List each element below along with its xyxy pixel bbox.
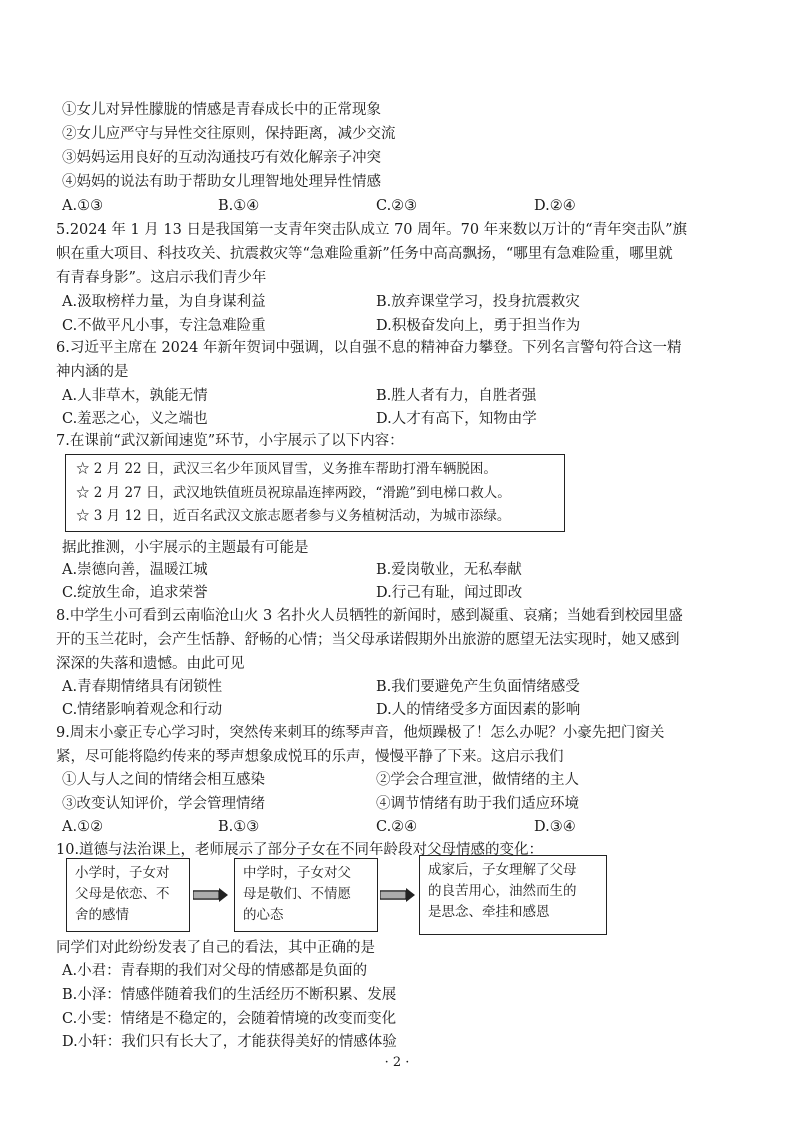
q7-stem: 7.在课前“武汉新闻速览”环节，小宇展示了以下内容： [56,433,404,449]
q9-stem-line-2: 紧，尽可能将隐约传来的琴声想象成悦耳的乐声，慢慢平静了下来。这启示我们 [56,749,564,765]
q6-stem-line-2: 神内涵的是 [56,364,129,380]
q5-choice-d: D.积极奋发向上，勇于担当作为 [376,318,581,334]
q10-choice-a: A.小君：青春期的我们对父母的情感都是负面的 [62,963,368,979]
q7-choice-d: D.行己有耻，闻过即改 [376,585,523,601]
q7-news-item-2: ☆ 2 月 27 日，武汉地铁值班员祝琼晶连摔两跤，“滑跪”到电梯口救人。 [76,485,511,501]
q7-news-item-3: ☆ 3 月 12 日，近百名武汉文旅志愿者参与义务植树活动，为城市添绿。 [76,508,511,524]
q5-choice-c: C.不做平凡小事，专注急难险重 [62,318,266,334]
q6-choice-c: C.羞恶之心，义之端也 [62,411,208,427]
q10-arrow-1 [193,888,229,902]
q10-box-middle-school: 中学时，子女对父 母是敬们、不情愿 的心态 [234,858,378,932]
page-number: · 2 · [384,1055,410,1070]
q9-statement-4: ④调节情绪有助于我们适应环境 [376,796,579,812]
q6-choice-d: D.人才有高下，知物由学 [376,411,537,427]
q7-news-box [65,454,565,532]
q10-box-after-marriage: 成家后，子女理解了父母 的良苦用心，油然而生的 是思念、牵挂和感恩 [419,855,607,935]
q4-statement-1: ①女儿对异性朦胧的情感是青春成长中的正常现象 [62,102,381,118]
q9-choice-d: D.③④ [534,819,576,835]
q6-stem-line-1: 6.习近平主席在 2024 年新年贺词中强调，以自强不息的精神奋力攀登。下列名言警句符合这一精 [56,340,682,356]
q4-choice-a: A.①③ [62,198,104,214]
q5-stem-line-2: 帜在重大项目、科技攻关、抗震救灾等“急难险重新”任务中高高飘扬，“哪里有急难险重，哪里就 [56,246,673,262]
q8-choice-d: D.人的情绪受多方面因素的影响 [376,702,581,718]
q4-choice-d: D.②④ [534,198,576,214]
q9-stem-line-1: 9.周末小豪正专心学习时，突然传来刺耳的练琴声音，他烦躁极了！怎么办呢？小豪先把门窗关 [56,725,665,741]
q8-choice-a: A.青春期情绪具有闭锁性 [62,679,223,695]
q7-question: 据此推测，小宇展示的主题最有可能是 [62,540,309,556]
q10-choice-d: D.小轩：我们只有长大了，才能获得美好的情感体验 [62,1034,397,1050]
q4-statement-4: ④妈妈的说法有助于帮助女儿理智地处理异性情感 [62,174,381,190]
q4-statement-2: ②女儿应严守与异性交往原则，保持距离，减少交流 [62,126,396,142]
q8-stem-line-3: 深深的失落和遗憾。由此可见 [56,656,245,672]
q8-stem-line-2: 开的玉兰花时，会产生恬静、舒畅的心情；当父母承诺假期外出旅游的愿望无法实现时，她又感到 [56,632,680,648]
q7-choice-b: B.爱岗敬业，无私奉献 [376,562,522,578]
q8-choice-c: C.情绪影响着观念和行动 [62,702,223,718]
q10-question: 同学们对此纷纷发表了自己的看法，其中正确的是 [56,940,375,956]
q9-choice-b: B.①③ [218,819,260,835]
q5-stem-line-1: 5.2024 年 1 月 13 日是我国第一支青年突击队成立 70 周年。70 年来数以万计的“青年突击队”旗 [56,222,688,238]
q7-choice-a: A.崇德向善，温暖江城 [62,562,208,578]
q10-stem: 10.道德与法治课上，老师展示了部分子女在不同年龄段对父母情感的变化： [56,842,544,858]
q10-choice-c: C.小雯：情绪是不稳定的，会随着情境的改变而变化 [62,1011,397,1027]
q4-choice-b: B.①④ [218,198,260,214]
q5-choice-b: B.放弃课堂学习，投身抗震救灾 [376,294,580,310]
q7-choice-c: C.绽放生命，追求荣誉 [62,585,208,601]
q5-choice-a: A.汲取榜样力量，为自身谋利益 [62,294,266,310]
q6-choice-b: B.胜人者有力，自胜者强 [376,388,537,404]
q4-statement-3: ③妈妈运用良好的互动沟通技巧有效化解亲子冲突 [62,150,381,166]
q10-choice-b: B.小泽：情感伴随着我们的生活经历不断积累、发展 [62,987,397,1003]
q5-stem-line-3: 有青春身影”。这启示我们青少年 [56,270,267,286]
q10-arrow-2 [380,888,416,902]
q9-statement-1: ①人与人之间的情绪会相互感染 [62,772,265,788]
q7-news-item-1: ☆ 2 月 22 日，武汉三名少年顶风冒雪，义务推车帮助打滑车辆脱困。 [76,461,497,477]
q8-stem-line-1: 8.中学生小可看到云南临沧山火 3 名扑火人员牺牲的新闻时，感到凝重、哀痛；当她看到校园里盛 [56,608,683,624]
q9-choice-c: C.②④ [376,819,418,835]
q4-choice-c: C.②③ [376,198,418,214]
q10-box-primary-school: 小学时，子女对 父母是依恋、不 舍的感情 [66,858,190,932]
q9-statement-2: ②学会合理宣泄，做情绪的主人 [376,772,579,788]
q8-choice-b: B.我们要避免产生负面情绪感受 [376,679,580,695]
q9-choice-a: A.①② [62,819,104,835]
q6-choice-a: A.人非草木，孰能无情 [62,388,208,404]
q9-statement-3: ③改变认知评价，学会管理情绪 [62,796,265,812]
